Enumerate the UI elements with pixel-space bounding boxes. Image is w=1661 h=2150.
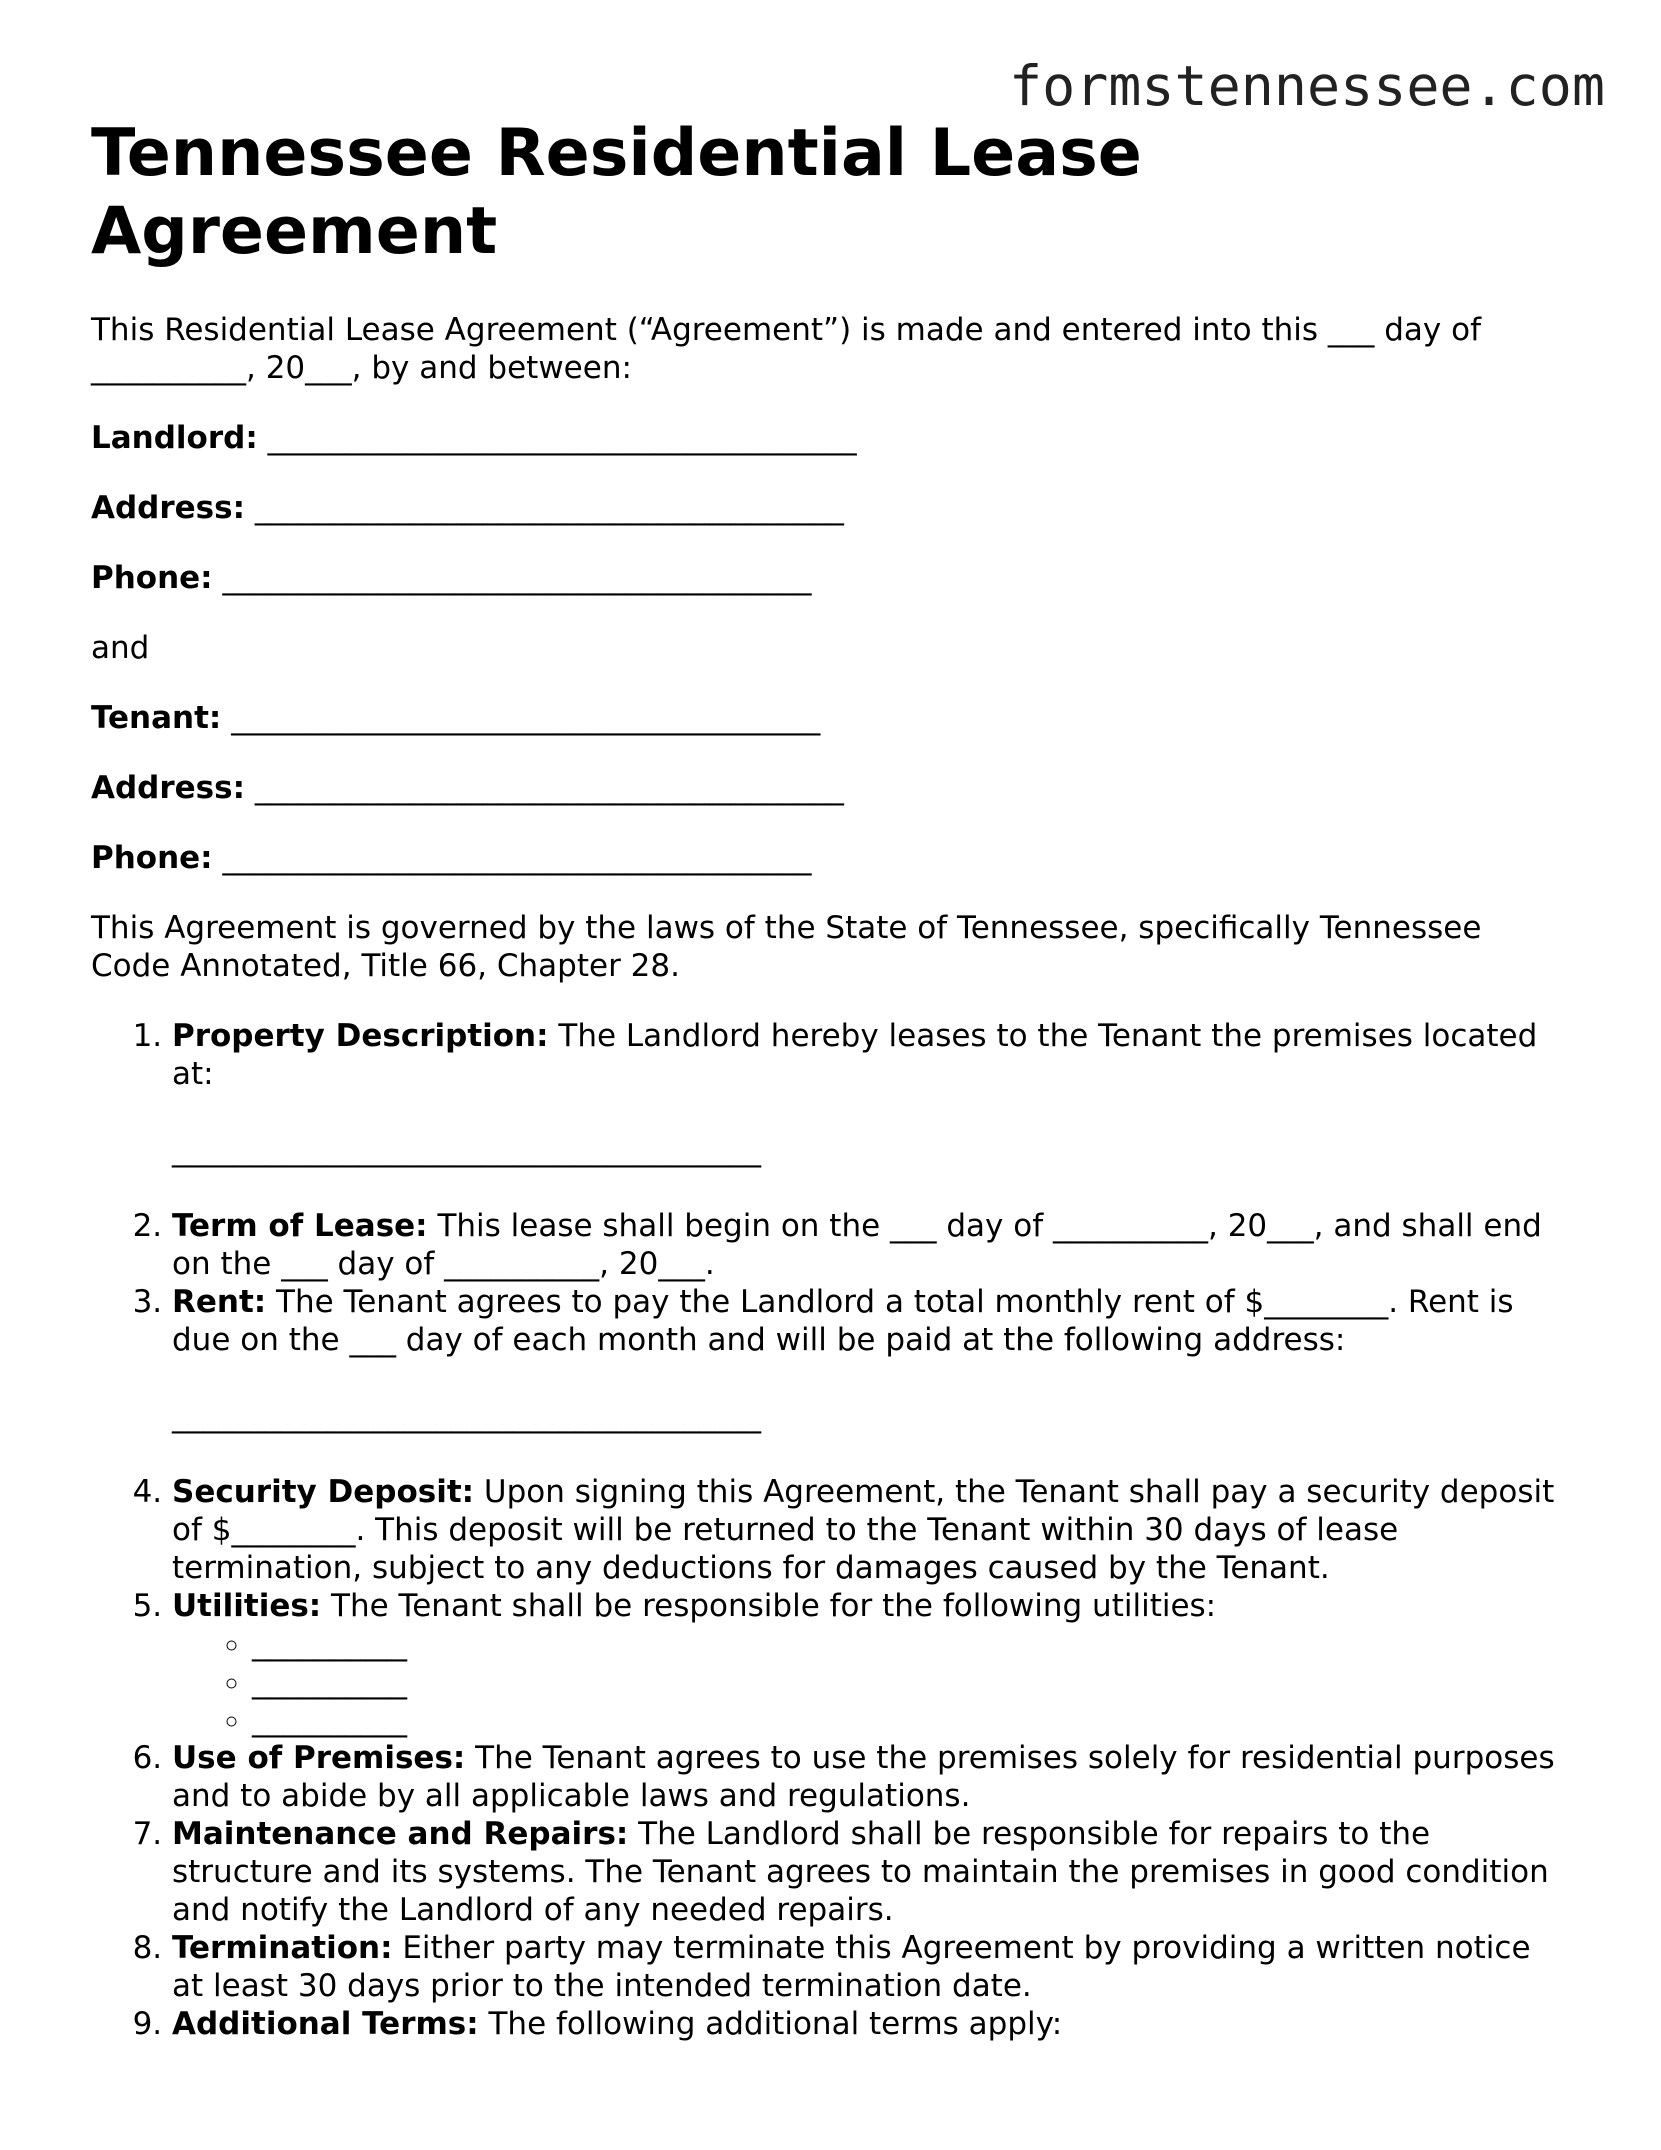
tenant-phone-line xyxy=(91,839,1561,877)
clause-heading: Maintenance and Repairs: xyxy=(172,1816,629,1852)
tenant-address-label: Address: xyxy=(91,770,245,806)
clause-heading: Utilities: xyxy=(172,1588,322,1624)
clause-maintenance-and-repairs xyxy=(172,1815,1561,1929)
utilities-list xyxy=(172,1625,1561,1739)
clause-security-deposit xyxy=(172,1473,1561,1587)
tenant-name-blank[interactable]: ______________________________________ xyxy=(231,700,821,736)
document-title: Tennessee Residential Lease Agreement xyxy=(91,116,1142,269)
landlord-address-line xyxy=(91,489,1561,527)
utility-blank[interactable]: ◦ __________ xyxy=(252,1663,1561,1701)
clause-heading: Property Description: xyxy=(172,1018,549,1054)
tenant-address-blank[interactable]: ______________________________________ xyxy=(254,770,844,806)
landlord-phone-label: Phone: xyxy=(91,560,213,596)
tenant-phone-label: Phone: xyxy=(91,840,213,876)
clause-property-description xyxy=(172,1017,1561,1169)
rent-address-blank[interactable]: ______________________________________ xyxy=(172,1398,761,1434)
landlord-phone-line xyxy=(91,559,1561,597)
clause-text: The following additional terms apply: xyxy=(478,2006,1063,2042)
utility-blank[interactable]: ◦ __________ xyxy=(252,1625,1561,1663)
clause-text: Either party may terminate this Agreement by providing a written notice at least 30 days prior to the intended termination date. xyxy=(172,1930,1531,2004)
clauses-list xyxy=(91,1017,1561,2043)
clause-termination xyxy=(172,1929,1561,2005)
clause-heading: Additional Terms: xyxy=(172,2006,479,2042)
intro-paragraph: This Residential Lease Agreement (“Agreement”) is made and entered into this ___ day of __________, 20___, by and between: xyxy=(91,312,1482,386)
property-address-blank[interactable]: ______________________________________ xyxy=(172,1132,761,1168)
clause-heading: Term of Lease: xyxy=(172,1208,428,1244)
clause-text: The Landlord shall be responsible for repairs to the structure and its systems. The Tenant agrees to maintain the premises in good condition and notify the Landlord of any needed repairs. xyxy=(172,1816,1549,1928)
landlord-label: Landlord: xyxy=(91,420,258,456)
clause-heading: Use of Premises: xyxy=(172,1740,466,1776)
clause-utilities xyxy=(172,1587,1561,1739)
clause-text: This lease shall begin on the ___ day of __________, 20___, and shall end on the ___ day of __________, 20___. xyxy=(172,1208,1542,1282)
tenant-address-line xyxy=(91,769,1561,807)
landlord-name-line xyxy=(91,419,1561,457)
tenant-label: Tenant: xyxy=(91,700,222,736)
clause-heading: Security Deposit: xyxy=(172,1474,475,1510)
watermark: formstennessee.com xyxy=(1008,54,1605,118)
clause-text: The Tenant agrees to use the premises solely for residential purposes and to abide by all applicable laws and regulations. xyxy=(172,1740,1555,1814)
landlord-address-label: Address: xyxy=(91,490,245,526)
landlord-name-blank[interactable]: ______________________________________ xyxy=(267,420,857,456)
clause-additional-terms xyxy=(172,2005,1561,2043)
clause-use-of-premises xyxy=(172,1739,1561,1815)
tenant-name-line xyxy=(91,699,1561,737)
clause-rent xyxy=(172,1283,1561,1435)
clause-text: The Tenant agrees to pay the Landlord a total monthly rent of $________. Rent is due on the ___ day of each month and will be paid at the following address: xyxy=(172,1284,1514,1358)
clause-term-of-lease xyxy=(172,1207,1561,1283)
clause-text: Upon signing this Agreement, the Tenant shall pay a security deposit of $________. This deposit will be returned to the Tenant within 30 days of lease termination, subject to any deductions for damages caused by the Tenant. xyxy=(172,1474,1555,1586)
clause-heading: Termination: xyxy=(172,1930,393,1966)
and-text: and xyxy=(91,630,150,666)
clause-heading: Rent: xyxy=(172,1284,267,1320)
governing-law-paragraph: This Agreement is governed by the laws of the State of Tennessee, specifically Tennessee Code Annotated, Title 66, Chapter 28. xyxy=(91,910,1482,984)
landlord-phone-blank[interactable]: ______________________________________ xyxy=(222,560,812,596)
document-body xyxy=(91,115,1561,2043)
tenant-phone-blank[interactable]: ______________________________________ xyxy=(222,840,812,876)
landlord-address-blank[interactable]: ______________________________________ xyxy=(254,490,844,526)
utility-blank[interactable]: ◦ __________ xyxy=(252,1701,1561,1739)
clause-text: The Landlord hereby leases to the Tenant the premises located at: xyxy=(172,1018,1538,1092)
clause-text: The Tenant shall be responsible for the following utilities: xyxy=(321,1588,1217,1624)
